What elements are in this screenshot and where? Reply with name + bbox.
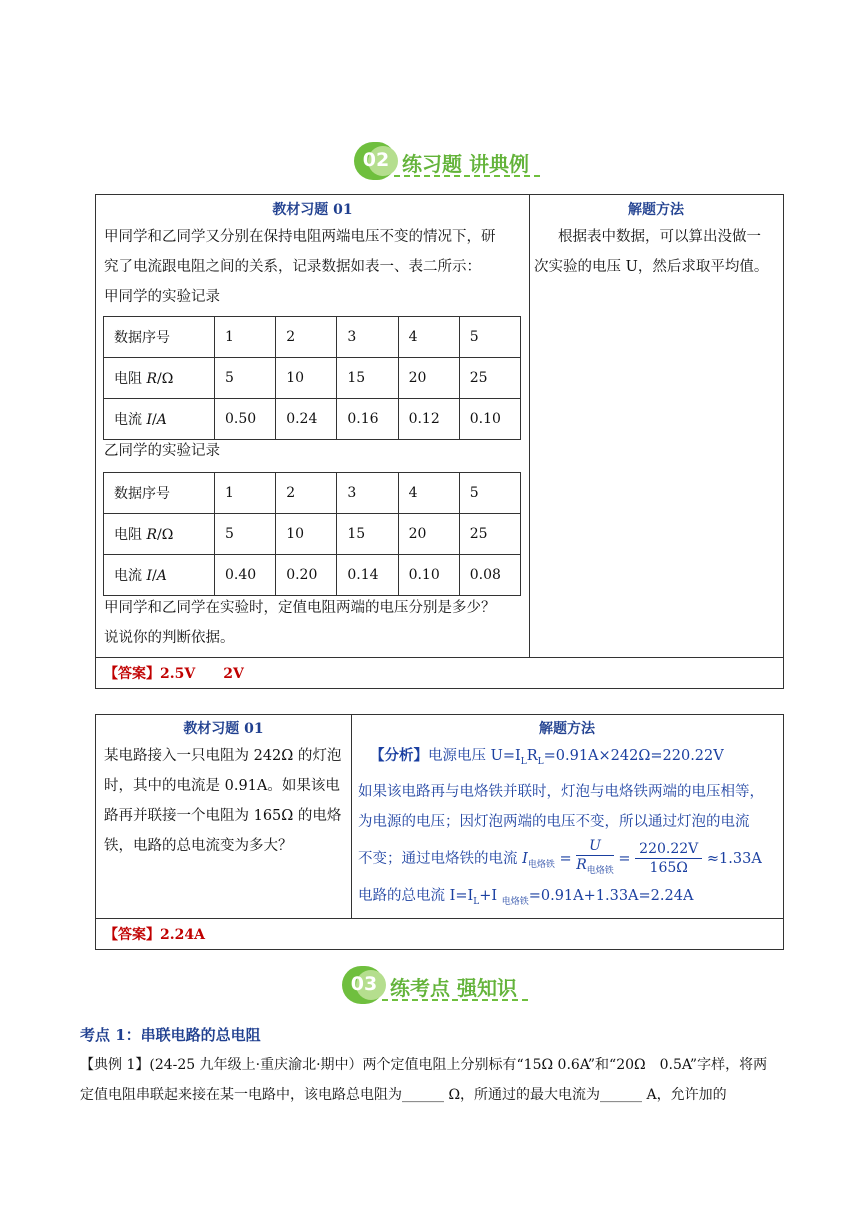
table-cell: 1 bbox=[215, 317, 276, 358]
data-table-2 bbox=[103, 472, 521, 596]
method-line: 为电源的电压；因灯泡两端的电压不变，所以通过灯泡的电流 bbox=[358, 813, 750, 830]
analysis-label: 【分析】 bbox=[370, 747, 428, 764]
formula-text: R bbox=[526, 748, 538, 764]
answer-row-divider bbox=[96, 657, 783, 658]
question-line: 说说你的判断依据。 bbox=[104, 630, 235, 646]
question-line: 时，其中的电流是 0.91A。如果该电 bbox=[104, 778, 340, 794]
table-cell: 25 bbox=[459, 358, 520, 399]
subscript: L bbox=[520, 756, 527, 767]
table-cell: 数据序号 bbox=[104, 317, 215, 358]
question-line: 路再并联接一个电阻为 165Ω 的电烙 bbox=[104, 808, 342, 824]
fraction bbox=[635, 840, 702, 877]
question-line: 究了电流跟电阻之间的关系，记录数据如表一、表二所示： bbox=[104, 259, 481, 275]
table-cell: 4 bbox=[398, 317, 459, 358]
topic-title: 考点 1：串联电路的总电阻 bbox=[80, 1026, 261, 1044]
analysis-text bbox=[358, 741, 780, 917]
formula-symbol: I bbox=[522, 850, 528, 867]
question-line: 某电路接入一只电阻为 242Ω 的灯泡 bbox=[104, 748, 342, 764]
formula-text: =0.91A×242Ω=220.22V bbox=[543, 748, 724, 764]
table-cell: 10 bbox=[276, 358, 337, 399]
fraction-numerator bbox=[576, 837, 614, 856]
table-cell: 5 bbox=[459, 317, 520, 358]
table-row bbox=[104, 473, 521, 514]
column-divider bbox=[351, 715, 352, 918]
table-cell: 0.10 bbox=[459, 399, 520, 440]
question-line: 铁，电路的总电流变为多大？ bbox=[104, 838, 293, 854]
table-cell: 4 bbox=[398, 473, 459, 514]
method-line: 根据表中数据，可以算出没做一 bbox=[558, 229, 761, 245]
total-line bbox=[358, 881, 780, 917]
table-cell: 1 bbox=[215, 473, 276, 514]
table-row bbox=[104, 555, 521, 596]
data-table-1 bbox=[103, 316, 521, 440]
section-number: 02 bbox=[362, 149, 390, 171]
formula-text: 不变；通过电烙铁的电流 bbox=[358, 850, 523, 867]
exercise-header: 教材习题 01 bbox=[183, 721, 264, 737]
table-row bbox=[104, 399, 521, 440]
table-row bbox=[104, 358, 521, 399]
table-cell: 2 bbox=[276, 317, 337, 358]
section-underline bbox=[382, 999, 528, 1001]
question-text bbox=[104, 222, 526, 312]
formula-symbol: U bbox=[589, 838, 601, 855]
subscript: 电烙铁 bbox=[586, 866, 614, 877]
table-cell: 电阻 R/Ω bbox=[104, 358, 215, 399]
formula-text: 电路的总电流 I=I bbox=[358, 887, 474, 904]
formula-symbol: R bbox=[576, 857, 587, 874]
answer-value: 2.5V 2V bbox=[160, 666, 244, 682]
formula-text: +I bbox=[479, 887, 502, 904]
column-divider bbox=[529, 195, 530, 657]
equals-sign: = bbox=[618, 850, 631, 867]
subscript: L bbox=[473, 896, 480, 907]
fraction bbox=[576, 837, 614, 880]
table-cell: 25 bbox=[459, 514, 520, 555]
subscript: 电烙铁 bbox=[501, 896, 529, 907]
example-line: 【典例 1】(24-25 九年级上·重庆渝北·期中）两个定值电阻上分别标有“15Ω 0.6A”和“20Ω 0.5A”字样，将两 bbox=[80, 1057, 768, 1073]
table-cell: 3 bbox=[337, 317, 398, 358]
table-cell: 5 bbox=[215, 514, 276, 555]
equals-sign: = bbox=[559, 850, 572, 867]
subscript: L bbox=[537, 756, 544, 767]
exercise-box-2 bbox=[95, 714, 784, 950]
section-number: 03 bbox=[350, 973, 378, 995]
method-header: 解题方法 bbox=[539, 721, 595, 737]
table-cell: 0.24 bbox=[276, 399, 337, 440]
table-row bbox=[104, 514, 521, 555]
formula-text: 电源电压 U=I bbox=[428, 748, 521, 764]
method-line: 如果该电路再与电烙铁并联时，灯泡与电烙铁两端的电压相等， bbox=[358, 783, 764, 800]
exercise-box-1 bbox=[95, 194, 784, 689]
table-cell: 0.40 bbox=[215, 555, 276, 596]
table-cell: 0.16 bbox=[337, 399, 398, 440]
exercise-header: 教材习题 01 bbox=[272, 202, 353, 218]
section-title: 练考点 强知识 bbox=[390, 976, 517, 1000]
question-line: 甲同学和乙同学在实验时，定值电阻两端的电压分别是多少？ bbox=[104, 600, 496, 616]
question-end bbox=[104, 593, 526, 653]
table-row bbox=[104, 317, 521, 358]
table-cell: 0.50 bbox=[215, 399, 276, 440]
fraction-numerator: 220.22V bbox=[635, 840, 702, 859]
table-cell: 0.10 bbox=[398, 555, 459, 596]
table-cell: 5 bbox=[459, 473, 520, 514]
method-header: 解题方法 bbox=[628, 202, 684, 218]
formula-text: =0.91A+1.33A=2.24A bbox=[528, 887, 694, 904]
table-cell: 10 bbox=[276, 514, 337, 555]
table-caption: 甲同学的实验记录 bbox=[104, 289, 220, 305]
method-text bbox=[534, 222, 780, 282]
section-title: 练习题 讲典例 bbox=[402, 152, 529, 176]
fraction-denominator bbox=[576, 856, 614, 880]
formula-text: ≈1.33A bbox=[706, 850, 762, 867]
method-line: 次实验的电压 U，然后求取平均值。 bbox=[534, 259, 769, 275]
answer-value: 2.24A bbox=[160, 927, 205, 943]
table-cell: 0.14 bbox=[337, 555, 398, 596]
example-line: 定值电阻串联起来接在某一电路中，该电路总电阻为______ Ω，所通过的最大电流为______ A，允许加的 bbox=[80, 1087, 727, 1103]
table-cell: 20 bbox=[398, 514, 459, 555]
fraction-line bbox=[358, 837, 780, 881]
table-cell: 电流 I/A bbox=[104, 399, 215, 440]
table-cell: 0.12 bbox=[398, 399, 459, 440]
table-cell: 20 bbox=[398, 358, 459, 399]
table-cell: 0.08 bbox=[459, 555, 520, 596]
table-cell: 2 bbox=[276, 473, 337, 514]
section-header-03 bbox=[342, 966, 542, 1006]
table-cell: 3 bbox=[337, 473, 398, 514]
question-line: 甲同学和乙同学又分别在保持电阻两端电压不变的情况下，研 bbox=[104, 229, 496, 245]
answer-label: 【答案】 bbox=[104, 666, 160, 682]
table-cell: 5 bbox=[215, 358, 276, 399]
example-text bbox=[80, 1050, 800, 1110]
question-text bbox=[104, 741, 349, 861]
table-caption: 乙同学的实验记录 bbox=[104, 443, 220, 459]
answer-row-divider bbox=[96, 918, 783, 919]
table-cell: 15 bbox=[337, 358, 398, 399]
table-cell: 数据序号 bbox=[104, 473, 215, 514]
subscript: 电烙铁 bbox=[527, 859, 555, 870]
answer bbox=[104, 924, 205, 944]
section-underline bbox=[394, 175, 540, 177]
analysis-line bbox=[358, 741, 780, 777]
answer-label: 【答案】 bbox=[104, 927, 160, 943]
table-cell: 电流 I/A bbox=[104, 555, 215, 596]
answer bbox=[104, 663, 244, 683]
table-cell: 电阻 R/Ω bbox=[104, 514, 215, 555]
table-cell: 15 bbox=[337, 514, 398, 555]
table-cell: 0.20 bbox=[276, 555, 337, 596]
fraction-denominator: 165Ω bbox=[649, 860, 688, 877]
section-header-02 bbox=[354, 142, 554, 182]
